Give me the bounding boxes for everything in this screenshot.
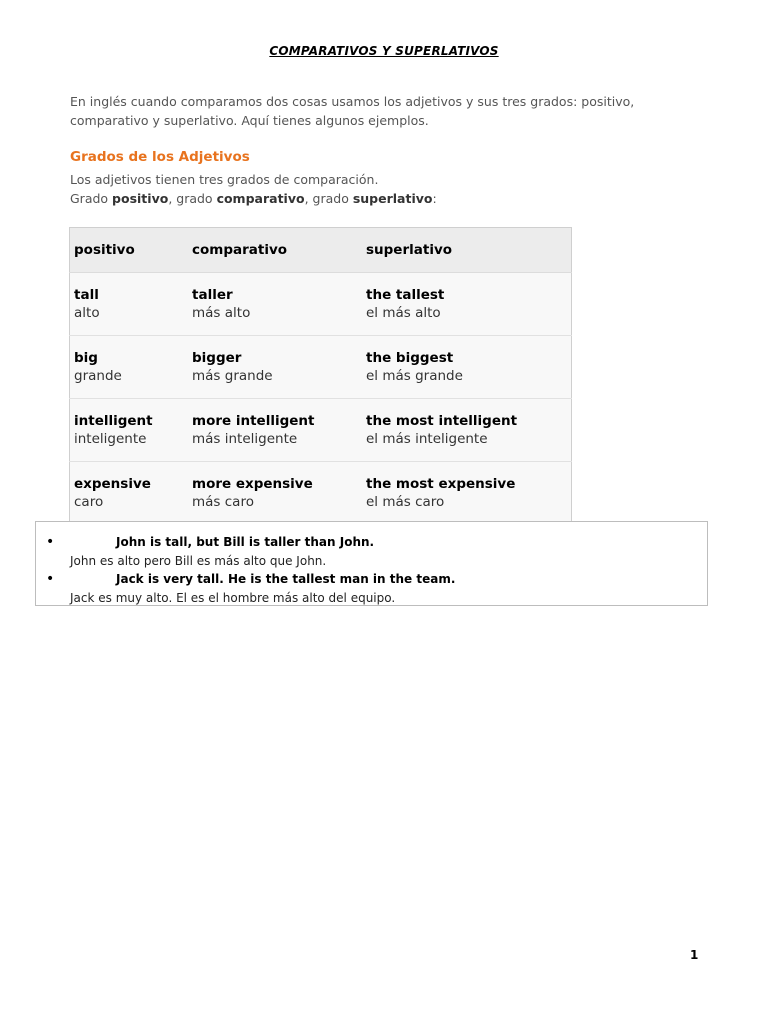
spanish-word: caro [74, 494, 104, 510]
cell-comparativo [188, 273, 362, 336]
page-number: 1 [690, 948, 699, 962]
spanish-word: el más grande [366, 368, 463, 384]
english-word: expensive [74, 476, 151, 492]
section-line-2 [70, 189, 670, 208]
example-english: Jack is very tall. He is the tallest man in the team. [116, 572, 456, 586]
spanish-word: más caro [192, 494, 254, 510]
english-word: more expensive [192, 476, 313, 492]
section-heading: Grados de los Adjetivos [70, 149, 250, 165]
cell-positivo [70, 273, 189, 336]
text-fragment: , grado [304, 191, 353, 206]
table-row [70, 462, 572, 525]
bold-term-positivo: positivo [112, 191, 169, 206]
cell-comparativo [188, 462, 362, 525]
english-word: tall [74, 287, 99, 303]
cell-comparativo [188, 399, 362, 462]
examples-box [35, 521, 708, 606]
document-title: COMPARATIVOS Y SUPERLATIVOS [269, 44, 499, 58]
spanish-word: el más caro [366, 494, 445, 510]
spanish-word: más alto [192, 305, 251, 321]
spanish-word: el más inteligente [366, 431, 488, 447]
example-spanish: John es alto pero Bill es más alto que John. [70, 554, 327, 568]
english-word: taller [192, 287, 233, 303]
english-word: the most expensive [366, 476, 516, 492]
english-word: more intelligent [192, 413, 315, 429]
cell-superlativo [362, 273, 572, 336]
example-spanish: Jack es muy alto. El es el hombre más alto del equipo. [70, 591, 396, 605]
cell-positivo [70, 399, 189, 462]
header-comparativo: comparativo [188, 228, 362, 273]
english-word: the tallest [366, 287, 445, 303]
english-word: the biggest [366, 350, 454, 366]
table-header-row [70, 228, 572, 273]
english-word: the most intelligent [366, 413, 518, 429]
spanish-word: alto [74, 305, 100, 321]
text-fragment: : [432, 191, 437, 206]
section-description [70, 170, 670, 208]
spanish-word: más inteligente [192, 431, 298, 447]
intro-paragraph: En inglés cuando comparamos dos cosas usamos los adjetivos y sus tres grados: positivo, comparativo y superlativo. Aquí tienes algunos ejemplos. [70, 94, 635, 128]
example-english: John is tall, but Bill is taller than John. [116, 535, 375, 549]
bullet-icon: • [46, 534, 55, 550]
english-word: big [74, 350, 98, 366]
cell-superlativo [362, 399, 572, 462]
cell-comparativo [188, 336, 362, 399]
table-row [70, 336, 572, 399]
english-word: intelligent [74, 413, 153, 429]
section-line-1: Los adjetivos tienen tres grados de comparación. [70, 172, 379, 187]
spanish-word: inteligente [74, 431, 147, 447]
spanish-word: el más alto [366, 305, 441, 321]
table-row [70, 273, 572, 336]
bold-term-superlativo: superlativo [352, 191, 433, 206]
spanish-word: más grande [192, 368, 273, 384]
cell-superlativo [362, 462, 572, 525]
cell-superlativo [362, 336, 572, 399]
header-positivo: positivo [70, 228, 189, 273]
english-word: bigger [192, 350, 242, 366]
header-superlativo: superlativo [362, 228, 572, 273]
table-row [70, 399, 572, 462]
bold-term-comparativo: comparativo [216, 191, 305, 206]
spanish-word: grande [74, 368, 122, 384]
adjective-grades-table [69, 227, 572, 525]
bullet-icon: • [46, 571, 55, 587]
text-fragment: , grado [168, 191, 217, 206]
text-fragment: Grado [70, 191, 113, 206]
cell-positivo [70, 462, 189, 525]
cell-positivo [70, 336, 189, 399]
